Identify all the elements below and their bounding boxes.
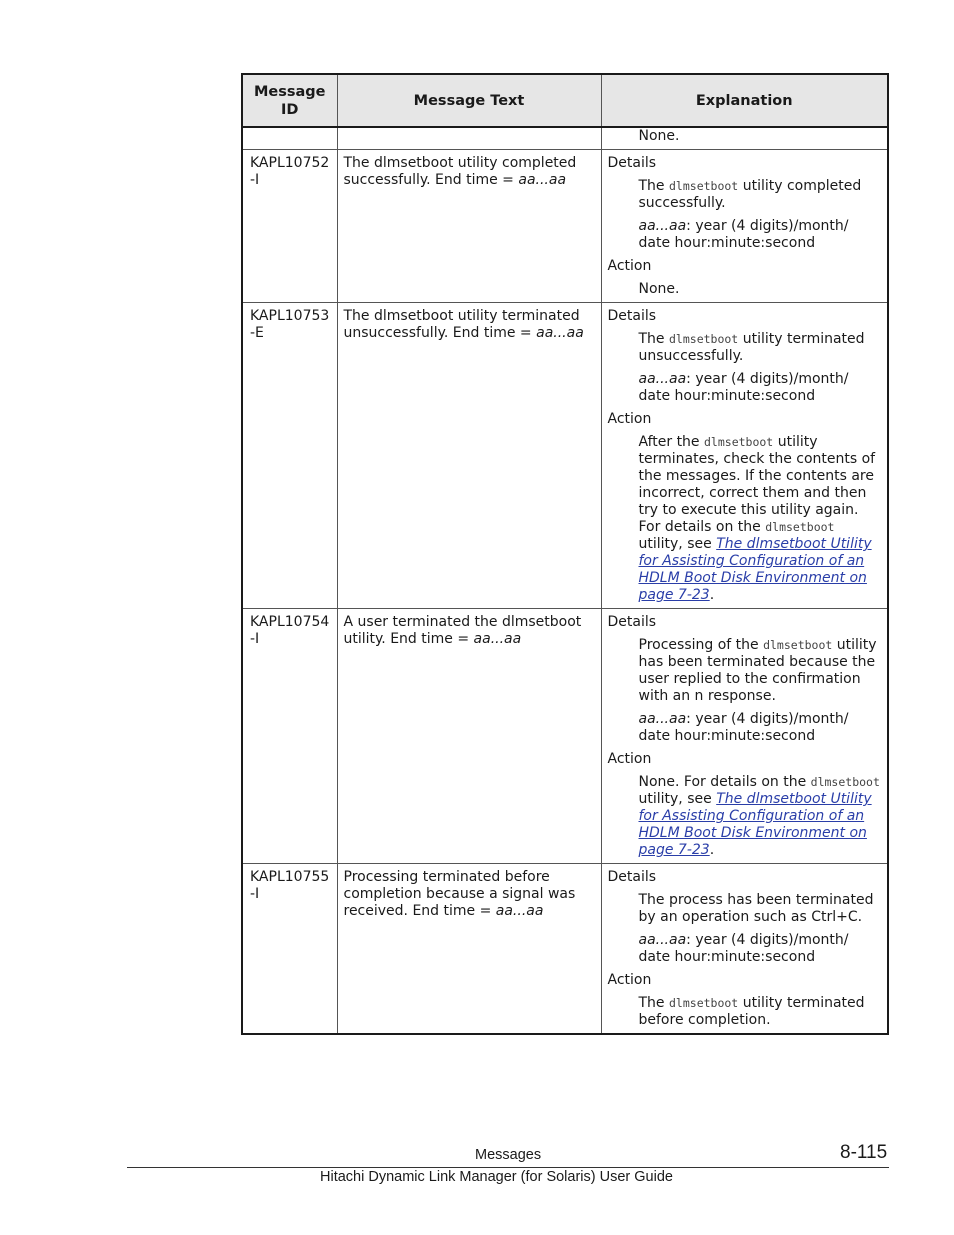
cross-reference-link[interactable]: The dlmsetboot Utility for Assisting Configuration of an HDLM Boot Disk Environment on page 7-23 [638,791,872,858]
action-text [639,774,882,859]
time-variable: aa...aa [473,631,522,647]
explanation-cell [601,864,887,1034]
details-text [639,637,882,705]
details-text [639,331,882,365]
time-format-desc: : year (4 digits)/month/ date hour:minute:second [638,218,849,251]
empty-cell [337,127,601,150]
action-label: Action [607,751,652,767]
footer-divider [127,1167,889,1168]
action-text-part: . [709,587,715,603]
details-text-part: Processing of the [638,637,764,653]
message-text [337,864,601,1034]
action-text [639,995,882,1029]
action-label: Action [607,411,652,427]
details-text [639,178,882,212]
message-text [337,609,601,864]
action-text-part: . [709,842,715,858]
message-id: KAPL10753 -E [243,303,337,609]
action-label: Action [607,258,652,274]
table-row [243,609,887,864]
time-variable: aa...aa [638,218,687,234]
time-format-desc: : year (4 digits)/month/ date hour:minute:second [638,371,849,404]
time-format [639,218,882,252]
message-table [241,73,889,1035]
time-format [639,371,882,405]
details-text-part: utility terminated unsuccessfully. [638,331,865,364]
action-text: None. [638,281,680,297]
explanation-cell [601,609,887,864]
table-row [243,150,887,303]
command-name: dlmsetboot [810,775,880,789]
details-label: Details [607,614,657,630]
command-name: dlmsetboot [765,520,835,534]
message-id: KAPL10754 -I [243,609,337,864]
details-text-part: The [638,178,669,194]
details-text-part: utility has been terminated because the user replied to the confirmation with an n response. [638,637,877,704]
explanation-cell [601,127,887,150]
time-format-desc: : year (4 digits)/month/ date hour:minute:second [638,932,849,965]
time-variable: aa...aa [495,903,544,919]
message-text [337,150,601,303]
details-text-part: utility completed successfully. [638,178,862,211]
action-label: Action [607,972,652,988]
message-text [337,303,601,609]
time-variable: aa...aa [638,711,687,727]
action-text-part: utility, see [638,536,717,552]
details-label: Details [607,155,657,171]
footer-document-title: Hitachi Dynamic Link Manager (for Solaris) User Guide [320,1169,673,1185]
action-text [639,434,882,604]
command-name: dlmsetboot [763,638,833,652]
table-header-row [243,75,887,127]
page-number: 8-115 [840,1142,888,1163]
details-text: The process has been terminated by an operation such as Ctrl+C. [638,892,874,925]
explanation-cell [601,303,887,609]
action-text: None. [638,128,680,144]
action-text-part: After the [638,434,704,450]
table-row [243,864,887,1034]
message-text-body: The dlmsetboot utility completed successfully. End time = [343,155,577,188]
header-message-text: Message Text [337,75,601,127]
time-format-desc: : year (4 digits)/month/ date hour:minute:second [638,711,849,744]
footer-chapter-name: Messages [475,1147,542,1163]
action-text-part: utility terminates, check the contents of the messages. If the contents are incorrect, correct them and then try to execute this utility again. For details on the [638,434,876,535]
message-text-body: The dlmsetboot utility terminated unsuccessfully. End time = [343,308,580,341]
command-name: dlmsetboot [669,179,739,193]
header-explanation: Explanation [601,75,887,127]
message-id: KAPL10752 -I [243,150,337,303]
action-text-part: None. For details on the [638,774,811,790]
message-text-body: Processing terminated before completion because a signal was received. End time = [343,869,576,919]
time-variable: aa...aa [536,325,584,341]
action-text-part: The [638,995,669,1011]
explanation-cell [601,150,887,303]
table-row [243,127,887,150]
command-name: dlmsetboot [669,996,739,1010]
message-id: KAPL10755 -I [243,864,337,1034]
time-variable: aa...aa [518,172,567,188]
action-text-part: utility terminated before completion. [638,995,865,1028]
table-row [243,303,887,609]
details-text-part: The [638,331,669,347]
message-text-body: A user terminated the dlmsetboot utility. End time = [343,614,582,647]
time-variable: aa...aa [638,371,687,387]
command-name: dlmsetboot [704,435,774,449]
command-name: dlmsetboot [669,332,739,346]
time-variable: aa...aa [638,932,687,948]
header-message-id: Message ID [243,75,337,127]
time-format [639,711,882,745]
details-label: Details [607,869,657,885]
cross-reference-link[interactable]: The dlmsetboot Utility for Assisting Configuration of an HDLM Boot Disk Environment on page 7-23 [638,536,872,603]
time-format [639,932,882,966]
details-label: Details [607,308,657,324]
empty-cell [243,127,337,150]
action-text-part: utility, see [638,791,717,807]
